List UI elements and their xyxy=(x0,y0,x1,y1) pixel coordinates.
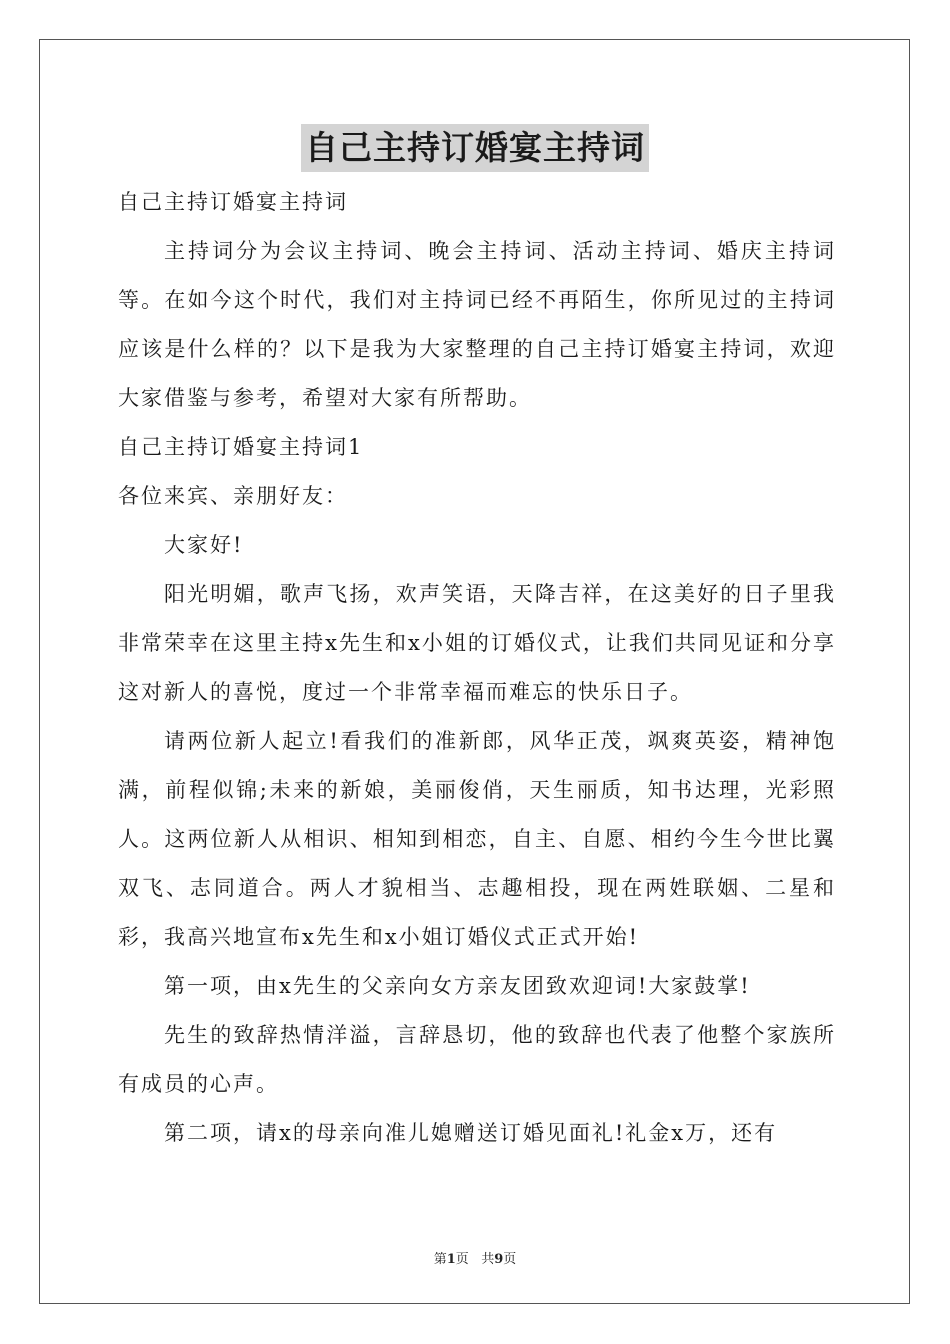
title-container xyxy=(0,124,950,172)
paragraph-item-two: 第二项，请x的母亲向准儿媳赠送订婚见面礼!礼金x万，还有 xyxy=(164,1121,778,1145)
document-title: 自己主持订婚宴主持词 xyxy=(301,124,649,172)
paragraph-section-title: 自己主持订婚宴主持词1 xyxy=(118,435,364,459)
paragraph-intro: 主持词分为会议主持词、晚会主持词、活动主持词、婚庆主持词等。在如今这个时代，我们对主持词已经不再陌生，你所见过的主持词应该是什么样的？以下是我为大家整理的自己主持订婚宴主持词，欢迎大家借鉴与参考，希望对大家有所帮助。 xyxy=(118,239,836,410)
footer-page-total: 9 xyxy=(494,1252,504,1267)
footer-page-current: 1 xyxy=(446,1252,456,1267)
paragraph-heading: 自己主持订婚宴主持词 xyxy=(118,190,348,214)
footer-page-suffix: 页 xyxy=(503,1252,517,1267)
document-body xyxy=(118,178,836,1158)
paragraph-speech: 先生的致辞热情洋溢，言辞恳切，他的致辞也代表了他整个家族所有成员的心声。 xyxy=(118,1023,836,1096)
paragraph-couple: 请两位新人起立!看我们的准新郎，风华正茂，飒爽英姿，精神饱满，前程似锦;未来的新娘，美丽俊俏，天生丽质，知书达理，光彩照人。这两位新人从相识、相知到相恋，自主、自愿、相约今生今世比翼双飞、志同道合。两人才貌相当、志趣相投，现在两姓联姻、二星和彩，我高兴地宣布x先生和x小姐订婚仪式正式开始! xyxy=(118,729,836,949)
page-footer xyxy=(0,1248,950,1267)
paragraph-greeting: 各位来宾、亲朋好友： xyxy=(118,484,348,508)
paragraph-opening: 阳光明媚，歌声飞扬，欢声笑语，天降吉祥，在这美好的日子里我非常荣幸在这里主持x先生和x小姐的订婚仪式，让我们共同见证和分享这对新人的喜悦，度过一个非常幸福而难忘的快乐日子。 xyxy=(118,582,836,704)
footer-page-prefix: 第 xyxy=(433,1252,447,1267)
paragraph-hello: 大家好! xyxy=(164,533,244,557)
paragraph-item-one: 第一项，由x先生的父亲向女方亲友团致欢迎词!大家鼓掌! xyxy=(164,974,751,998)
footer-page-mid: 页 共 xyxy=(455,1252,495,1267)
